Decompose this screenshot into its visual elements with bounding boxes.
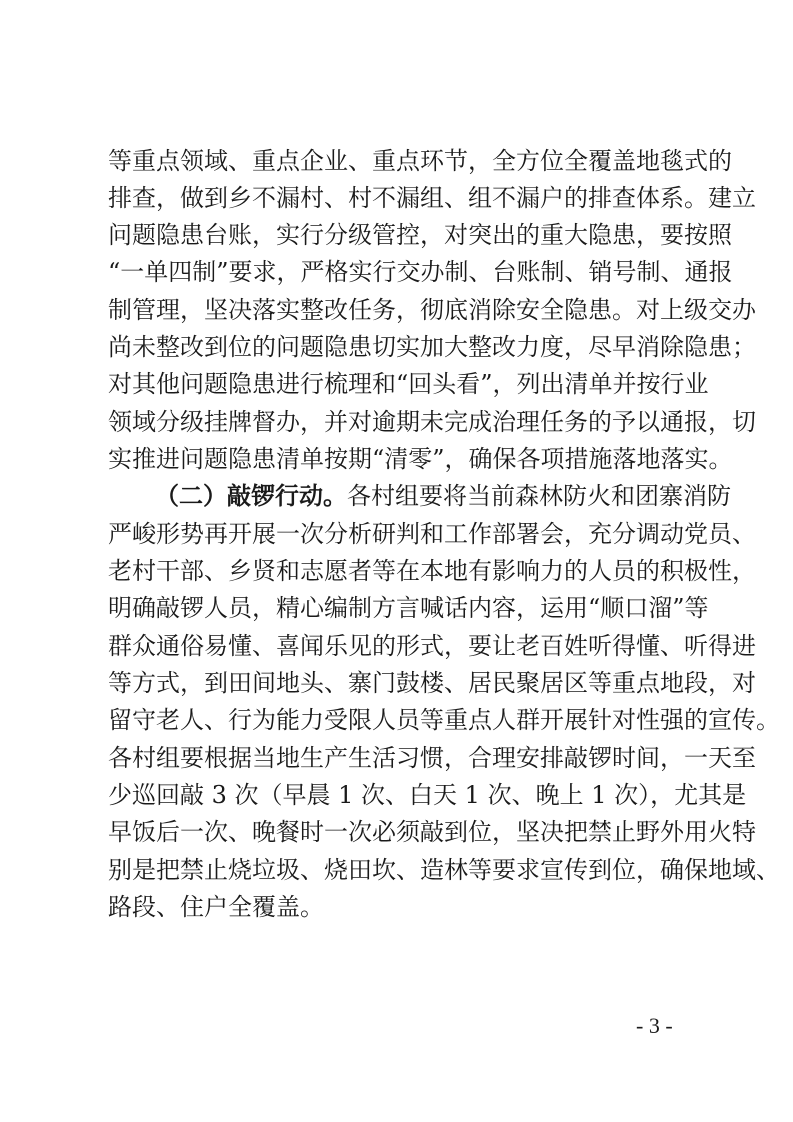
section-2-line: 明确敲锣人员，精心编制方言喊话内容，运用“顺口溜”等 xyxy=(108,594,709,622)
page-number: - 3 - xyxy=(636,1013,673,1038)
section-2-line: 等方式，到田间地头、寨门鼓楼、居民聚居区等重点地段，对 xyxy=(108,669,756,697)
paragraph-1-line: 实推进问题隐患清单按期“清零”，确保各项措施落地落实。 xyxy=(108,445,733,473)
paragraph-1-line: 对其他问题隐患进行梳理和“回头看”，列出清单并按行业 xyxy=(108,370,709,398)
paragraph-1-line: 领域分级挂牌督办，并对逾期未完成治理任务的予以通报，切 xyxy=(108,408,756,436)
section-2-heading: （二）敲锣行动。 xyxy=(155,481,347,510)
section-2-first-line-text: 各村组要将当前森林防火和团寨消防 xyxy=(347,482,731,510)
paragraph-1-line: 问题隐患台账，实行分级管控，对突出的重大隐患，要按照 xyxy=(108,221,732,249)
paragraph-1-line: “一单四制”要求，严格实行交办制、台账制、销号制、通报 xyxy=(108,258,733,286)
section-2-line-last: 路段、住户全覆盖。 xyxy=(108,893,324,921)
section-2-line: 群众通俗易懂、喜闻乐见的形式，要让老百姓听得懂、听得进 xyxy=(108,632,756,660)
paragraph-1-line: 制管理，坚决落实整改任务，彻底消除安全隐患。对上级交办 xyxy=(108,296,756,324)
section-2-line: 早饭后一次、晚餐时一次必须敲到位，坚决把禁止野外用火特 xyxy=(108,818,756,846)
section-2-line: 各村组要根据当地生产生活习惯，合理安排敲锣时间，一天至 xyxy=(108,744,756,772)
paragraph-1-line: 等重点领域、重点企业、重点环节，全方位全覆盖地毯式的 xyxy=(108,147,732,175)
section-2-line: 留守老人、行为能力受限人员等重点人群开展针对性强的宣传。 xyxy=(108,706,780,734)
section-2-line: 少巡回敲 3 次（早晨 1 次、白天 1 次、晚上 1 次），尤其是 xyxy=(108,781,747,809)
section-2-line: 别是把禁止烧垃圾、烧田坎、造林等要求宣传到位，确保地域、 xyxy=(108,856,780,884)
paragraph-1-line: 尚未整改到位的问题隐患切实加大整改力度，尽早消除隐患； xyxy=(108,333,756,361)
section-2-line: 严峻形势再开展一次分析研判和工作部署会，充分调动党员、 xyxy=(108,520,756,548)
section-2-first-line xyxy=(155,481,731,511)
paragraph-1-line: 排查，做到乡不漏村、村不漏组、组不漏户的排查体系。建立 xyxy=(108,184,756,212)
section-2-line: 老村干部、乡贤和志愿者等在本地有影响力的人员的积极性， xyxy=(108,557,756,585)
